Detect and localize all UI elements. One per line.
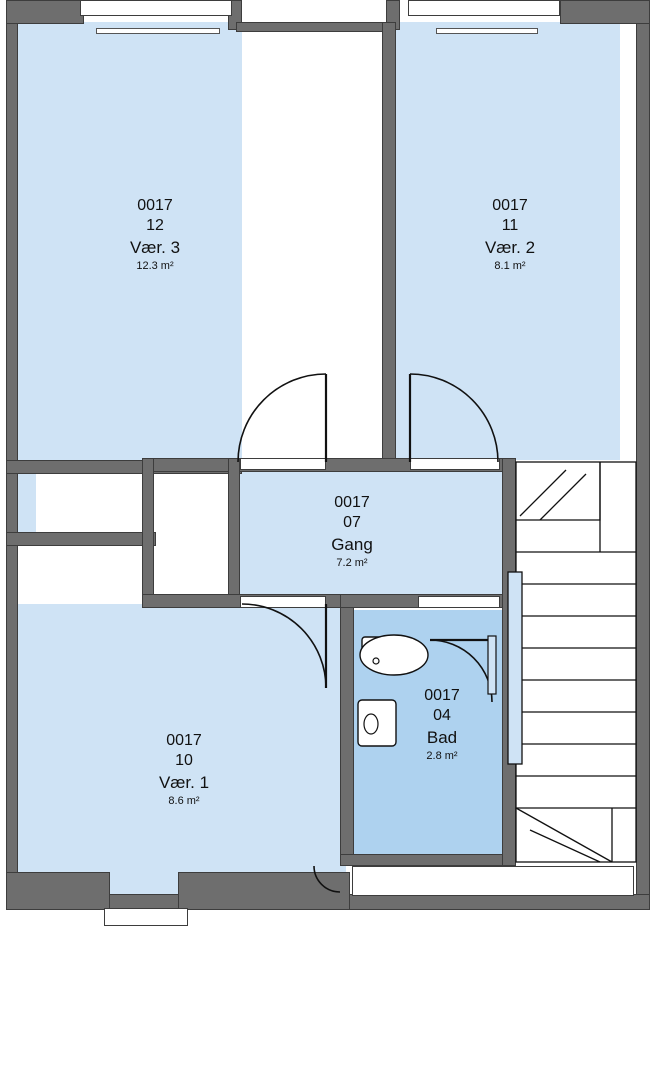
window-top-left bbox=[80, 0, 232, 16]
door-opening-bad bbox=[418, 596, 500, 608]
door-opening-stair-top bbox=[508, 572, 520, 764]
wall-outer-left bbox=[6, 0, 18, 910]
wall-outer-right bbox=[636, 0, 650, 910]
room-label-vaer3: 0017 12 Vær. 3 12.3 m² bbox=[129, 197, 181, 272]
window-top-right bbox=[408, 0, 560, 16]
closet-area bbox=[152, 466, 234, 598]
wall-outer-top-right bbox=[560, 0, 650, 24]
wall-bottom-mid-stub bbox=[178, 872, 350, 910]
wall-gang-bad-left bbox=[340, 594, 354, 866]
wall-bad-bottom bbox=[340, 854, 516, 866]
wall-left-mid-stub bbox=[6, 532, 156, 546]
door-opening-vaer3 bbox=[240, 458, 326, 470]
wall-closet-left bbox=[142, 458, 154, 606]
window-bottom-bay bbox=[104, 908, 188, 926]
wall-between-vaer3-vaer2 bbox=[382, 22, 396, 466]
wall-bottom-left-stub bbox=[6, 872, 110, 910]
stair-area bbox=[508, 462, 638, 862]
window-top-left-sash bbox=[96, 28, 220, 34]
room-label-bad: 0017 04 Bad 2.8 m² bbox=[424, 687, 460, 762]
door-opening-vaer2 bbox=[410, 458, 500, 470]
room-label-vaer1: 0017 10 Vær. 1 8.6 m² bbox=[158, 732, 210, 807]
room-label-gang: 0017 07 Gang 7.2 m² bbox=[331, 494, 373, 569]
window-top-right-sash bbox=[436, 28, 538, 34]
window-bottom-right bbox=[352, 866, 634, 896]
wall-closet-right bbox=[228, 458, 240, 606]
room-label-vaer2: 0017 11 Vær. 2 8.1 m² bbox=[484, 197, 536, 272]
door-opening-vaer1 bbox=[240, 596, 326, 608]
wall-outer-top-left bbox=[6, 0, 84, 24]
wall-outer-top-mid bbox=[236, 22, 396, 32]
